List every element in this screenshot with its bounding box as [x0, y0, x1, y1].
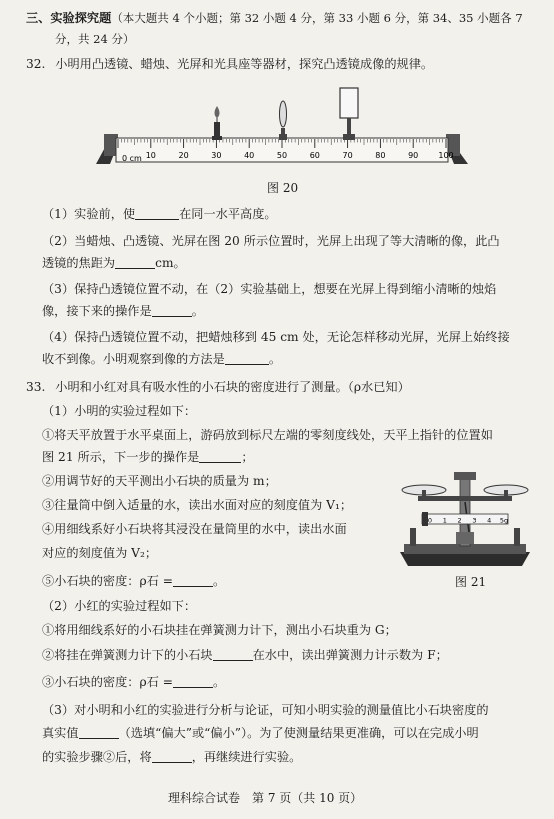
answer-blank-6[interactable]: [173, 574, 213, 587]
answer-blank-8[interactable]: [173, 675, 213, 688]
q33-step-a2: ②用调节好的天平测出小石块的质量为 m；: [42, 474, 277, 488]
q33-part-2-title: （2）小红的实验过程如下：: [42, 599, 197, 613]
q33-step-a5: ⑤小石块的密度：ρ石 = 。: [42, 574, 226, 588]
q33-step-a1: ①将天平放置于水平桌面上，游码放到标尺左端的零刻度线处，天平上指针的位置如: [42, 428, 493, 442]
convex-lens-icon: [279, 101, 287, 140]
rider-scale-label: 4: [487, 516, 492, 525]
figure-20-optical-bench: [96, 82, 468, 174]
q32-number: 32.: [26, 57, 46, 71]
q33-step-a1-cont: 图 21 所示，下一步的操作是 ；: [42, 450, 254, 464]
q33-step-b1: ①将用细线系好的小石块挂在弹簧测力计下，测出小石块重为 G；: [42, 623, 397, 637]
rider-scale-bar: [422, 514, 508, 524]
rider-scale-label: 5g: [499, 516, 509, 525]
q33-part-3-cont: 真实值 （选填“偏大”或“偏小”）。为了使测量结果更准确，可以在完成小明: [42, 726, 479, 740]
ruler-tick-label: 20: [178, 151, 189, 160]
q33-part-1-title: （1）小明的实验过程如下：: [42, 404, 197, 418]
balance-top: [454, 472, 476, 480]
ruler-tick-label: 30: [211, 151, 222, 160]
q33-step-a3: ③往量筒中倒入适量的水，读出水面对应的刻度值为 V₁；: [42, 498, 353, 512]
ruler-tick-label: 10: [145, 151, 156, 160]
ruler-tick-label: 80: [375, 151, 386, 160]
ruler-tick-label: 90: [408, 151, 419, 160]
rider-scale-label: 2: [457, 516, 462, 525]
q32-part-2-cont: 透镜的焦距为 cm。: [42, 256, 186, 270]
ruler-tick-label: 50: [276, 151, 288, 160]
q32-part-3: （3）保持凸透镜位置不动，在（2）实验基础上，想要在光屏上得到缩小清晰的烛焰: [42, 282, 497, 296]
q32-part-4-cont: 收不到像。小明观察到像的方法是 。: [42, 352, 281, 366]
ruler-unit: 0 cm: [122, 154, 142, 163]
answer-blank-9[interactable]: [79, 726, 119, 739]
answer-blank-3[interactable]: [152, 304, 192, 317]
answer-blank-5[interactable]: [199, 450, 241, 463]
q33-part-3: （3）对小明和小红的实验进行分析与论证，可知小明实验的测量值比小石块密度的: [42, 703, 489, 717]
section-title: 三、实验探究题: [26, 11, 112, 25]
figure-21-caption: 图 21: [455, 575, 487, 589]
q33-step-b3: ③小石块的密度：ρ石 = 。: [42, 675, 226, 689]
q33-stem: 33. 小明和小红对具有吸水性的小石块的密度进行了测量。（ρ水已知）: [26, 380, 410, 394]
q33-step-a4: ④用细线系好小石块将其浸没在量筒里的水中，读出水面: [42, 522, 347, 536]
answer-blank-10[interactable]: [152, 750, 192, 763]
ruler-tick-label: 100: [438, 151, 454, 160]
ruler-tick-label: 40: [244, 151, 255, 160]
rider-scale-label: 1: [442, 516, 447, 525]
figure-20-caption: 图 20: [267, 181, 299, 195]
balance-beam: [418, 496, 512, 501]
section-desc-cont: 分，共 24 分）: [55, 32, 135, 46]
section-header: [26, 10, 523, 26]
q32-part-2: （2）当蜡烛、凸透镜、光屏在图 20 所示位置时，光屏上出现了等大清晰的像，此凸: [42, 234, 500, 248]
page-footer: 理科综合试卷 第 7 页（共 10 页）: [168, 791, 363, 805]
balance-base: [400, 552, 530, 566]
q33-number: 33.: [26, 380, 46, 394]
q33-step-a4-cont: 对应的刻度值为 V₂；: [42, 546, 158, 560]
rider-scale-label: 3: [472, 516, 477, 525]
q32-stem: 32. 小明用凸透镜、蜡烛、光屏和光具座等器材，探究凸透镜成像的规律。: [26, 57, 434, 71]
ruler-tick-label: 70: [342, 151, 353, 160]
figure-21-balance: [396, 466, 534, 572]
rider-scale-label: 0: [427, 516, 433, 525]
answer-blank-2[interactable]: [115, 256, 155, 269]
q33-step-b2: ②将挂在弹簧测力计下的小石块 在水中，读出弹簧测力计示数为 F；: [42, 648, 448, 662]
ruler-tick-label: 60: [309, 151, 320, 160]
q33-part-3-cont2: 的实验步骤②后，将 ，再继续进行实验。: [42, 750, 302, 764]
q32-part-1: （1）实验前，使 在同一水平高度。: [42, 207, 277, 221]
answer-blank-7[interactable]: [213, 648, 253, 661]
candle-icon: [212, 106, 222, 140]
answer-blank-1[interactable]: [135, 207, 179, 220]
section-desc: （本大题共 4 个小题；第 32 小题 4 分，第 33 小题 6 分，第 34、35 小题各 7: [111, 11, 523, 25]
answer-blank-4[interactable]: [225, 352, 269, 365]
rider-icon: [422, 512, 428, 526]
light-screen-icon: [340, 88, 358, 140]
q32-part-4: （4）保持凸透镜位置不动，把蜡烛移到 45 cm 处，无论怎样移动光屏，光屏上始终接: [42, 330, 510, 344]
q32-part-3-cont: 像，接下来的操作是 。: [42, 304, 204, 318]
